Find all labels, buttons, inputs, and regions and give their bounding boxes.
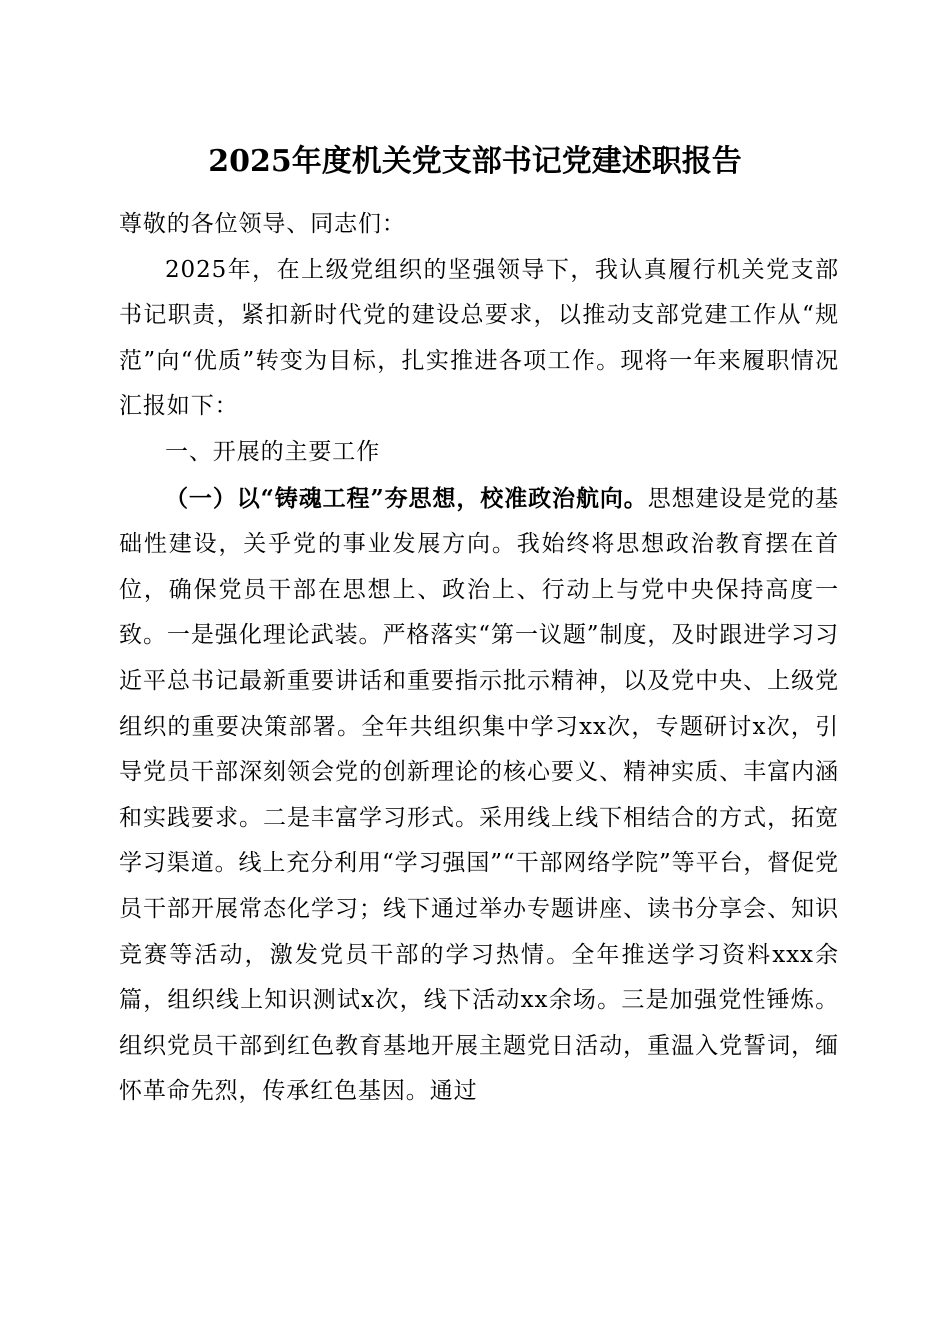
salutation: 尊敬的各位领导、同志们：: [119, 211, 406, 237]
section-heading: 一、开展的主要工作: [165, 438, 381, 465]
intro-paragraph: 2025年，在上级党组织的坚强领导下，我认真履行机关党支部书记职责，紧扣新时代党的建设总要求，以推动支部党建工作从“规范”向“优质”转变为目标，扎实推进各项工作。现将一年来履职情况汇报如下：: [119, 256, 839, 420]
subsection-body: 思想建设是党的基础性建设，关乎党的事业发展方向。我始终将思想政治教育摆在首位，确保党员干部在思想上、政治上、行动上与党中央保持高度一致。一是强化理论武装。严格落实“第一议题”制度，及时跟进学习习近平总书记最新重要讲话和重要指示批示精神，以及党中央、上级党组织的重要决策部署。全年共组织集中学习xx次，专题研讨x次，引导党员干部深刻领会党的创新理论的核心要义、精神实质、丰富内涵和实践要求。二是丰富学习形式。采用线上线下相结合的方式，拓宽学习渠道。线上充分利用“学习强国”“干部网络学院”等平台，督促党员干部开展常态化学习；线下通过举办专题讲座、读书分享会、知识竞赛等活动，激发党员干部的学习热情。全年推送学习资料xxx余篇，组织线上知识测试x次，线下活动xx余场。三是加强党性锤炼。组织党员干部到红色教育基地开展主题党日活动，重温入党誓词，缅怀革命先烈，传承红色基因。通过: [119, 485, 839, 1105]
subsection-lead: （一）以“铸魂工程”夯思想，校准政治航向。: [165, 484, 648, 512]
subsection-paragraph: [119, 476, 839, 1115]
document-title: 2025年度机关党支部书记党建述职报告: [208, 144, 742, 179]
document-body: [119, 202, 839, 1115]
